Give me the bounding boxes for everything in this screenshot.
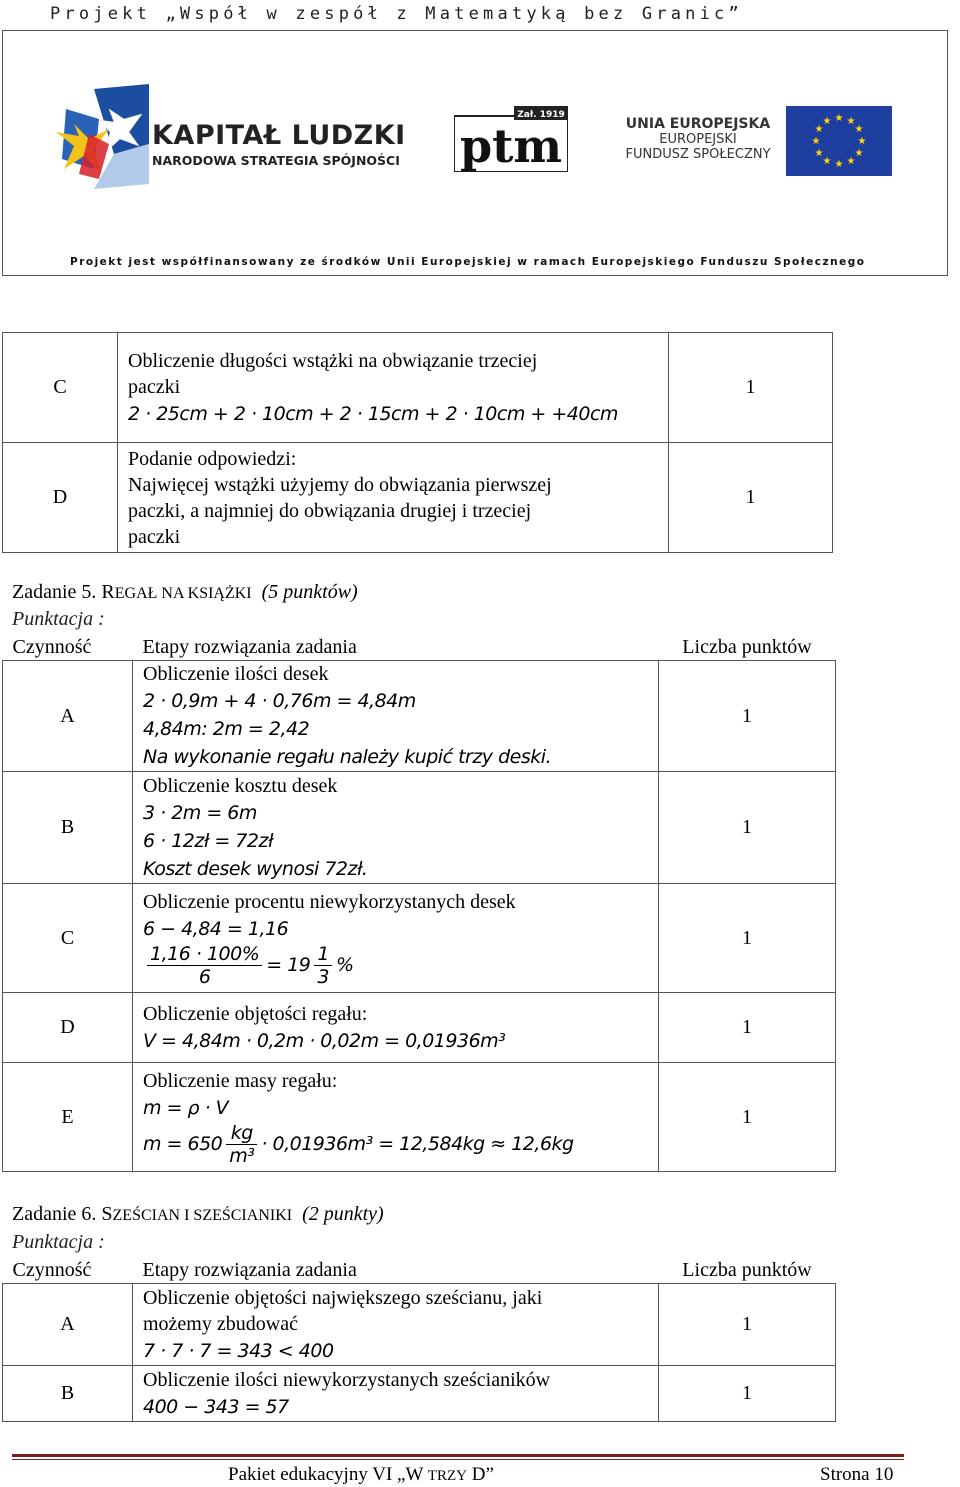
percent-sign: % <box>335 953 354 976</box>
header-activity: Czynność <box>3 634 133 661</box>
step-text: Obliczenie masy regału: <box>143 1069 338 1092</box>
svg-text:★: ★ <box>822 116 832 127</box>
math-part: · 0,01936m³ = 12,584kg ≈ 12,6kg <box>261 1132 574 1155</box>
math-line: 6 · 12zł = 72zł <box>143 829 273 852</box>
table-row <box>3 772 836 884</box>
row-letter: D <box>3 993 133 1063</box>
step-cell <box>133 884 659 993</box>
task5-table <box>2 634 836 1172</box>
row-letter: E <box>3 1063 133 1172</box>
points-cell: 1 <box>669 443 833 553</box>
svg-text:★: ★ <box>814 124 824 135</box>
step-cell <box>133 1284 659 1366</box>
fraction-denominator: 6 <box>198 965 211 988</box>
fraction-denominator: 3 <box>317 965 329 988</box>
math-fraction-line <box>143 943 658 988</box>
svg-text:★: ★ <box>854 148 864 159</box>
svg-text:★: ★ <box>822 156 832 167</box>
step-text: Najwięcej wstążki użyjemy do obwiązania pierwszej <box>128 473 552 496</box>
math-eq: = 19 <box>266 953 311 976</box>
table-row <box>3 884 836 993</box>
math-part: m = 650 <box>143 1132 223 1155</box>
step-cell <box>118 333 669 443</box>
mixed-fraction <box>314 943 332 988</box>
step-cell <box>133 1366 659 1422</box>
ptm-logo <box>454 106 568 172</box>
points-cell: 1 <box>669 333 833 443</box>
step-text: Podanie odpowiedzi: <box>128 447 297 470</box>
table-header-row <box>3 634 836 661</box>
task-label: Zadanie 6. <box>12 1203 97 1225</box>
cofinance-note: Projekt jest współfinansowany ze środków Unii Europejskiej w ramach Europejskiego Funduszu Społecznego <box>70 256 866 268</box>
header-steps: Etapy rozwiązania zadania <box>133 1257 659 1284</box>
step-text: paczki, a najmniej do obwiązania drugiej i trzeciej <box>128 499 532 522</box>
eu-flag-icon <box>786 106 892 176</box>
svg-text:★: ★ <box>854 124 864 135</box>
eu-text <box>622 116 774 162</box>
table-row <box>3 333 833 443</box>
header-points: Liczba punktów <box>659 634 836 661</box>
task-name-first: S <box>101 1203 113 1225</box>
kl-subtitle: NARODOWA STRATEGIA SPÓJNOŚCI <box>152 153 400 168</box>
task-points-note: (2 punkty) <box>302 1203 384 1225</box>
step-text: Obliczenie długości wstążki na obwiązanie trzeciej <box>128 349 538 372</box>
step-text: Obliczenie procentu niewykorzystanych desek <box>143 890 516 913</box>
row-letter: D <box>3 443 118 553</box>
math-line: 6 − 4,84 = 1,16 <box>143 917 289 940</box>
table-header-row <box>3 1257 836 1284</box>
step-text: możemy zbudować <box>143 1312 298 1335</box>
row-letter: A <box>3 661 133 772</box>
table-row <box>3 1284 836 1366</box>
footer-text: D” <box>466 1464 494 1485</box>
eu-line3: FUNDUSZ SPOŁECZNY <box>625 147 771 162</box>
points-cell: 1 <box>659 1063 836 1172</box>
task-name-first: R <box>101 581 115 603</box>
eu-line1: UNIA EUROPEJSKA <box>625 116 771 132</box>
footer-package-title <box>228 1464 494 1486</box>
step-cell <box>133 772 659 884</box>
task-name-rest: ZEŚCIAN I SZEŚCIANIKI <box>112 1207 293 1224</box>
fraction-numerator: 1,16 · 100% <box>147 943 262 966</box>
points-cell: 1 <box>659 993 836 1063</box>
step-text: Obliczenie ilości desek <box>143 663 329 685</box>
math-line: V = 4,84m · 0,2m · 0,02m = 0,01936m³ <box>143 1029 506 1052</box>
math-line: 400 − 343 = 57 <box>143 1395 289 1418</box>
row-letter: B <box>3 772 133 884</box>
svg-text:★: ★ <box>846 156 856 167</box>
step-text: Obliczenie ilości niewykorzystanych sześcianików <box>143 1368 551 1391</box>
task-name <box>101 1203 292 1225</box>
row-letter: A <box>3 1284 133 1366</box>
kl-title: KAPITAŁ LUDZKI <box>152 120 406 151</box>
task4-continuation-table <box>2 332 833 553</box>
kapital-ludzki-text <box>152 120 406 168</box>
kapital-ludzki-logo <box>54 84 154 194</box>
points-cell: 1 <box>659 772 836 884</box>
project-title: Projekt „Współ w zespół z Matematyką bez Granic” <box>50 4 743 24</box>
header-activity: Czynność <box>3 1257 133 1284</box>
math-line: 3 · 2m = 6m <box>143 801 257 824</box>
fraction <box>147 943 262 988</box>
svg-text:★: ★ <box>834 159 844 170</box>
task-label: Zadanie 5. <box>12 581 97 603</box>
task5-title <box>12 581 358 604</box>
fraction <box>226 1122 257 1167</box>
step-cell <box>133 993 659 1063</box>
fraction-numerator: kg <box>226 1122 257 1145</box>
step-text: paczki <box>128 525 181 548</box>
math-line: m = ρ · V <box>143 1096 229 1119</box>
math-line: 7 · 7 · 7 = 343 < 400 <box>143 1339 334 1362</box>
table-row <box>3 661 836 772</box>
step-text: Obliczenie objętości regału: <box>143 1002 368 1025</box>
svg-text:★: ★ <box>857 136 867 147</box>
step-cell <box>133 1063 659 1172</box>
ptm-year: Zał. 1919 <box>517 110 565 120</box>
table-row <box>3 993 836 1063</box>
row-letter: C <box>3 333 118 443</box>
task6-table <box>2 1257 836 1422</box>
header-points: Liczba punktów <box>659 1257 836 1284</box>
math-line: 2 · 0,9m + 4 · 0,76m = 4,84m <box>143 690 416 712</box>
table-row <box>3 1063 836 1172</box>
ptm-text: ptm <box>459 119 563 172</box>
step-text: Obliczenie objętości największego sześcianu, jaki <box>143 1286 543 1309</box>
fraction-numerator: 1 <box>314 943 332 966</box>
row-letter: B <box>3 1366 133 1422</box>
row-letter: C <box>3 884 133 993</box>
math-line: Na wykonanie regału należy kupić trzy deski. <box>143 746 552 768</box>
footer-text: TRZY <box>427 1468 467 1484</box>
fraction-denominator: m³ <box>229 1144 255 1167</box>
task-name <box>101 581 251 603</box>
math-line: Koszt desek wynosi 72zł. <box>143 857 368 880</box>
points-cell: 1 <box>659 884 836 993</box>
step-text: paczki <box>128 375 181 398</box>
task-points-note: (5 punktów) <box>261 581 358 603</box>
page-number: Strona 10 <box>820 1464 894 1485</box>
math-line: 4,84m: 2m = 2,42 <box>143 718 310 740</box>
step-cell <box>133 661 659 772</box>
footer-text: Pakiet edukacyjny VI „W <box>228 1464 428 1485</box>
step-text: Obliczenie kosztu desek <box>143 774 338 797</box>
punktacja-label: Punktacja : <box>12 608 105 630</box>
table-row <box>3 443 833 553</box>
math-fraction-line <box>143 1122 658 1167</box>
svg-text:★: ★ <box>846 116 856 127</box>
footer-divider <box>12 1454 904 1457</box>
math-line: 2 · 25cm + 2 · 10cm + 2 · 15cm + 2 · 10cm + +40cm <box>128 402 618 425</box>
table-row <box>3 1366 836 1422</box>
points-cell: 1 <box>659 1284 836 1366</box>
footer-divider <box>12 1459 904 1460</box>
eu-line2: EUROPEJSKI <box>659 132 737 147</box>
punktacja-label: Punktacja : <box>12 1231 105 1253</box>
step-cell <box>118 443 669 553</box>
points-cell: 1 <box>659 661 836 772</box>
svg-text:★: ★ <box>834 113 844 124</box>
svg-text:★: ★ <box>814 148 824 159</box>
points-cell: 1 <box>659 1366 836 1422</box>
task6-title <box>12 1203 384 1226</box>
task-name-rest: EGAŁ NA KSIĄŻKI <box>114 585 252 602</box>
svg-text:★: ★ <box>811 136 821 147</box>
header-steps: Etapy rozwiązania zadania <box>133 634 659 661</box>
